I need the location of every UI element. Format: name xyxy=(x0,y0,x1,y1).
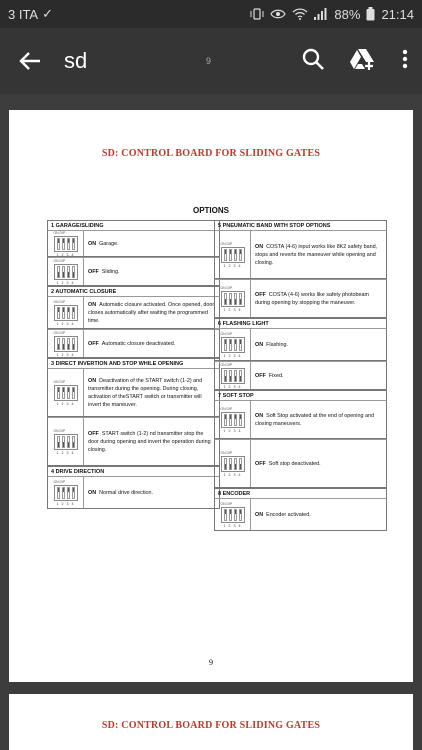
option-state: OFF xyxy=(88,430,99,437)
option-description xyxy=(251,329,386,360)
option-state: OFF xyxy=(88,268,99,275)
option-section-heading: 7 SOFT STOP xyxy=(214,390,387,400)
dip-label: ON DIP xyxy=(53,230,66,235)
dip-label: ON DIP xyxy=(220,331,233,336)
option-section xyxy=(214,488,387,531)
dip-numbers: 1 2 3 4 xyxy=(56,401,75,406)
options-heading: OPTIONS xyxy=(192,206,229,215)
option-text: COSTA (4-6) works like safety photobeam during opening by stopping the maneuver. xyxy=(255,291,370,306)
option-description xyxy=(84,477,219,508)
option-description xyxy=(84,258,219,285)
dip-label: ON DIP xyxy=(220,362,233,367)
option-text: COSTA (4-6) input works like 8K2 safety band, stops and reverts the maneuver while opening and closing. xyxy=(255,243,378,266)
option-state: OFF xyxy=(255,291,266,298)
dip-switch-cell xyxy=(48,330,84,357)
option-section xyxy=(47,220,220,286)
option-row xyxy=(214,279,387,318)
dip-switch-cell xyxy=(215,329,251,360)
dip-switch-cell xyxy=(215,440,251,487)
option-description xyxy=(251,401,386,438)
option-text: Flashing. xyxy=(266,341,288,348)
option-description xyxy=(251,499,386,530)
option-row xyxy=(47,368,220,417)
option-row xyxy=(47,257,220,286)
dip-label: ON DIP xyxy=(220,285,233,290)
option-section xyxy=(47,286,220,358)
option-section-heading: 3 DIRECT INVERTION AND STOP WHILE OPENING xyxy=(47,358,220,368)
dip-label: ON DIP xyxy=(53,258,66,263)
back-button[interactable] xyxy=(0,28,60,94)
app-toolbar xyxy=(0,28,422,94)
dip-numbers: 1 2 3 4 xyxy=(223,428,242,433)
option-description xyxy=(84,330,219,357)
dip-switch-icon xyxy=(52,480,80,506)
option-state: ON xyxy=(88,489,97,496)
option-section-heading: 4 DRIVE DIRECTION xyxy=(47,466,220,476)
wifi-icon xyxy=(292,8,308,20)
dip-switch-icon xyxy=(219,286,247,312)
dip-numbers: 1 2 3 4 xyxy=(56,321,75,326)
page-heading: SD: CONTROL BOARD FOR SLIDING GATES xyxy=(101,148,321,159)
battery-percentage: 88% xyxy=(334,6,361,22)
dip-label: ON DIP xyxy=(53,479,66,484)
option-row xyxy=(214,498,387,531)
document-title: sd xyxy=(64,48,88,73)
option-text: Automatic closure activated. Once opened, door closes automatically after waiting the programmed time. xyxy=(88,301,215,324)
dip-switch-cell xyxy=(48,477,84,508)
option-state: ON xyxy=(88,240,97,247)
option-row xyxy=(214,400,387,439)
option-state: ON xyxy=(255,341,264,348)
dip-numbers: 1 2 3 4 xyxy=(56,501,75,506)
option-text: Normal drive direction. xyxy=(99,489,154,496)
option-text: Soft Stop activated at the end of opening and closing maneuvers. xyxy=(255,412,374,427)
dip-numbers: 1 2 3 4 xyxy=(56,352,75,357)
option-section-heading: 2 AUTOMATIC CLOSURE xyxy=(47,286,220,296)
dip-switch-cell xyxy=(48,258,84,285)
clock: 21:14 xyxy=(381,6,414,22)
dip-label: ON DIP xyxy=(53,299,66,304)
option-section-heading: 5 PNEUMATIC BAND WITH STOP OPTIONS xyxy=(214,220,387,230)
page-indicator: 9 xyxy=(206,56,212,66)
option-text: Automatic closure deactivated. xyxy=(101,340,176,347)
option-description xyxy=(251,440,386,487)
dip-switch-icon xyxy=(52,380,80,406)
more-options-button[interactable] xyxy=(402,49,408,74)
dip-switch-cell xyxy=(48,369,84,416)
page-number: 9 xyxy=(209,658,213,667)
option-description xyxy=(251,362,386,389)
search-button[interactable] xyxy=(302,48,324,75)
page-heading-next: SD: CONTROL BOARD FOR SLIDING GATES xyxy=(101,720,321,731)
dip-switch-icon xyxy=(219,502,247,528)
pdf-page-next xyxy=(9,694,413,750)
option-state: ON xyxy=(88,377,97,384)
option-row xyxy=(47,476,220,509)
option-description xyxy=(84,297,219,328)
dip-switch-cell xyxy=(215,499,251,530)
dip-numbers: 1 2 3 4 xyxy=(223,307,242,312)
dip-numbers: 1 2 3 4 xyxy=(223,523,242,528)
option-row xyxy=(47,329,220,358)
option-description xyxy=(251,231,386,278)
document-viewer[interactable] xyxy=(0,94,422,750)
eye-icon xyxy=(270,8,286,20)
option-section-heading: 6 FLASHING LIGHT xyxy=(214,318,387,328)
option-section-heading: 8 ENCODER xyxy=(214,488,387,498)
option-row xyxy=(47,230,220,257)
dip-label: ON DIP xyxy=(220,241,233,246)
option-section xyxy=(47,358,220,466)
option-text: START switch (1-2) nd transmitter stop the door during opening and invert the operation during closing. xyxy=(88,430,211,453)
option-text: Sliding. xyxy=(101,268,120,275)
search-icon xyxy=(302,48,324,70)
dip-numbers: 1 2 3 4 xyxy=(223,353,242,358)
option-section xyxy=(214,318,387,390)
add-to-drive-button[interactable] xyxy=(350,48,376,75)
option-state: OFF xyxy=(255,460,266,467)
option-state: ON xyxy=(88,301,97,308)
dip-switch-cell xyxy=(48,297,84,328)
status-bar xyxy=(0,0,422,28)
vibrate-icon xyxy=(250,8,264,20)
options-column-right xyxy=(214,220,387,531)
option-description xyxy=(84,418,219,465)
option-state: ON xyxy=(255,412,264,419)
dip-switch-cell xyxy=(48,418,84,465)
dip-numbers: 1 2 3 4 xyxy=(223,472,242,477)
dip-switch-cell xyxy=(48,231,84,256)
option-state: OFF xyxy=(88,340,99,347)
dip-switch-icon xyxy=(52,259,80,285)
dip-label: ON DIP xyxy=(53,428,66,433)
option-row xyxy=(47,417,220,466)
dip-numbers: 1 2 3 4 xyxy=(56,252,75,257)
option-description xyxy=(251,280,386,317)
option-state: ON xyxy=(255,243,264,250)
option-text: Encoder activated. xyxy=(266,511,311,518)
option-row xyxy=(47,296,220,329)
option-state: OFF xyxy=(255,372,266,379)
option-row xyxy=(214,230,387,279)
options-column-left xyxy=(47,220,220,509)
dip-switch-icon xyxy=(52,429,80,455)
option-text: Deactivation of the START switch (1-2) and transmitter during the opening. During closing, activation of theSTART switch or transmitter will invert the maneuver. xyxy=(88,377,203,408)
option-description xyxy=(84,369,219,416)
option-section xyxy=(214,390,387,488)
option-description xyxy=(84,231,219,256)
option-text: Soft stop deactivated. xyxy=(268,460,321,467)
dip-switch-icon xyxy=(52,331,80,357)
drive-add-icon xyxy=(350,48,376,70)
option-section-heading: 1 GARAGE/SLIDING xyxy=(47,220,220,230)
dip-label: ON DIP xyxy=(220,406,233,411)
dip-label: ON DIP xyxy=(220,501,233,506)
dip-switch-icon xyxy=(52,300,80,326)
option-text: Fixed. xyxy=(268,372,284,379)
dip-switch-cell xyxy=(215,231,251,278)
dip-switch-cell xyxy=(215,280,251,317)
dip-label: ON DIP xyxy=(53,330,66,335)
option-section xyxy=(214,220,387,318)
option-state: ON xyxy=(255,511,264,518)
option-row xyxy=(214,439,387,488)
option-row xyxy=(214,328,387,361)
more-vert-icon xyxy=(402,49,408,69)
arrow-left-icon xyxy=(19,52,41,70)
dip-switch-icon xyxy=(219,451,247,477)
dip-switch-icon xyxy=(219,242,247,268)
dip-label: ON DIP xyxy=(220,450,233,455)
dip-label: ON DIP xyxy=(53,379,66,384)
option-row xyxy=(214,361,387,390)
battery-icon xyxy=(366,7,375,21)
signal-icon xyxy=(314,8,328,20)
dip-switch-icon xyxy=(219,407,247,433)
dip-numbers: 1 2 3 4 xyxy=(223,263,242,268)
notification-check-icon: ✓ xyxy=(42,6,54,21)
dip-switch-cell xyxy=(215,401,251,438)
dip-switch-icon xyxy=(219,363,247,389)
option-section xyxy=(47,466,220,509)
dip-numbers: 1 2 3 4 xyxy=(56,450,75,455)
pdf-page xyxy=(9,110,413,682)
carrier-label: 3 ITA xyxy=(8,6,39,22)
dip-numbers: 1 2 3 4 xyxy=(223,384,242,389)
option-text: Garage. xyxy=(99,240,119,247)
dip-switch-cell xyxy=(215,362,251,389)
dip-switch-icon xyxy=(52,231,80,257)
dip-switch-icon xyxy=(219,332,247,358)
dip-numbers: 1 2 3 4 xyxy=(56,280,75,285)
